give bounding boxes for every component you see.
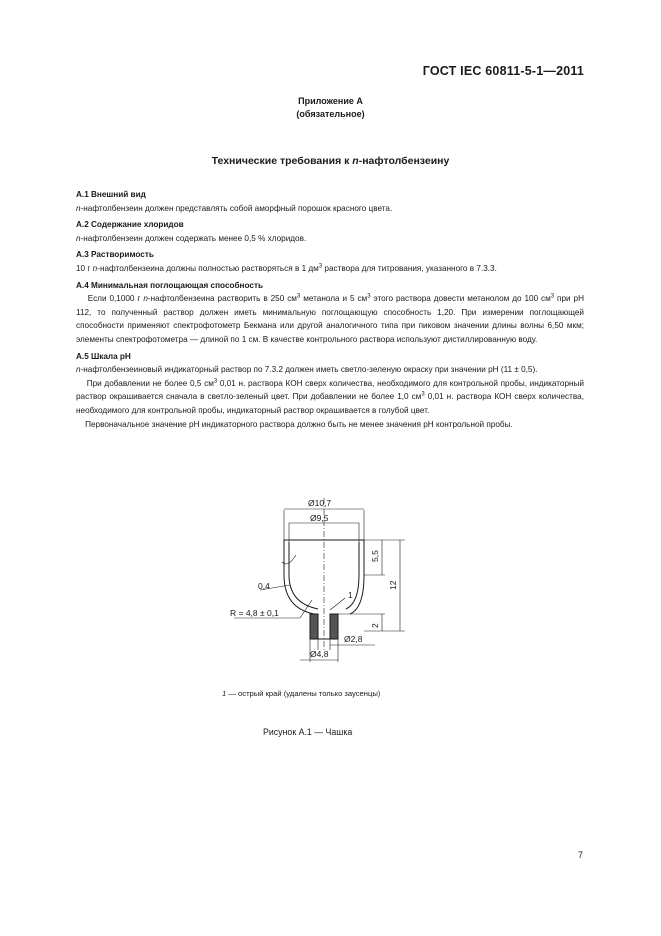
section-a1-body: -нафтолбензеин должен представлять собой аморфный порошок красного цвета.: [80, 203, 393, 213]
superscript: 3: [367, 293, 371, 300]
superscript: 3: [421, 391, 425, 398]
stem-right: [330, 614, 338, 639]
cup-drawing: [200, 490, 460, 670]
figure-caption: Рисунок А.1 — Чашка: [263, 727, 353, 737]
section-a2-text: [76, 232, 584, 246]
superscript: 3: [213, 377, 218, 384]
section-a5-heading: А.5 Шкала pH: [76, 351, 131, 361]
section-a3-pre: 10 г: [76, 263, 93, 273]
italic-n: n: [92, 263, 98, 273]
dim-stem-inner-label: Ø2,8: [344, 634, 363, 644]
italic-n: n: [76, 233, 81, 243]
section-a4-p1b: -нафтолбензеина растворить в 250 см: [147, 294, 297, 304]
section-a4-heading: А.4 Минимальная поглощающая способность: [76, 280, 263, 290]
figure-legend: [222, 689, 380, 698]
section-a4-p1e: при pH 112, то полученный раствор должен иметь минимальную поглощающую способность 1,20. При измерении поглощающей способности применяют спектрофотометр Бекмана или другой аналогичного типа при пиковом значении длины волны 6,50 мкм; элементы спектрофотометра — длиной по 1 см. В качестве контрольного раствора используют дистиллированную воду.: [76, 294, 585, 344]
cup-drawing-svg: [200, 490, 460, 670]
annex-heading: [0, 95, 661, 121]
dim-radius-label: R = 4,8 ± 0,1: [230, 608, 279, 618]
section-a5-p2c: 0,01 н. раствора КОН сверх количества, необходимого для контрольной пробы, индикаторный раствор окрашивается в голубой цвет.: [76, 392, 584, 415]
dim-stem-height-label: 2: [370, 623, 380, 628]
dim-outer-label: Ø10,7: [308, 498, 332, 508]
annex-label: Приложение А: [298, 96, 363, 106]
section-a4-p1d: этого раствора довести метанолом до 100 см: [370, 294, 551, 304]
section-a5-p1: [76, 363, 584, 377]
annex-title: [0, 155, 661, 167]
dim-depth-label: 5,5: [370, 550, 380, 562]
section-a3-post: раствора для титрования, указанного в 7.3.3.: [322, 263, 497, 273]
document-body: [76, 185, 584, 431]
superscript: 3: [296, 293, 301, 300]
italic-n: n: [143, 294, 148, 304]
superscript: 3: [318, 263, 323, 270]
callout-leader: [330, 598, 345, 610]
section-a3-mid: -нафтолбензеина должны полностью растворяться в 1 дм: [97, 263, 319, 273]
section-a2-heading: А.2 Содержание хлоридов: [76, 220, 184, 230]
dim-stem-outer-label: Ø4,8: [310, 649, 329, 659]
annex-title-prefix: Технические требования к: [211, 155, 353, 167]
annex-title-italic: n: [352, 155, 359, 167]
section-a5-p3-body: Первоначальное значение pH индикаторного раствора должно быть не менее значения pH контрольной пробы.: [85, 419, 513, 429]
section-a5-p1-body: -нафтолбензеиновый индикаторный раствор по 7.3.2 должен иметь светло-зеленую окраску при значении pH (11 ± 0,5).: [80, 365, 538, 375]
standard-header: ГОСТ IEC 60811-5-1—2011: [422, 64, 584, 78]
annex-title-suffix: -нафтолбензеину: [358, 155, 450, 167]
section-a2-body: -нафтолбензеин должен содержать менее 0,5 % хлоридов.: [80, 233, 307, 243]
section-a5-p3: [76, 418, 584, 432]
section-a1-heading: А.1 Внешний вид: [76, 190, 146, 199]
dim-height-label: 12: [388, 580, 398, 590]
section-a4-text: [76, 292, 584, 346]
callout-number: 1: [348, 590, 353, 600]
italic-n: n: [76, 203, 81, 213]
stem-left: [310, 614, 318, 639]
section-a4-p1: Если 0,1000 г: [87, 294, 144, 304]
dim-inner-label: Ø9,5: [310, 513, 329, 523]
italic-n: n: [76, 365, 81, 375]
section-a1-text: [76, 202, 584, 216]
legend-number: 1: [222, 689, 227, 698]
annex-type: (обязательное): [296, 109, 365, 119]
section-a4-p1c: метанола и 5 см: [300, 294, 368, 304]
dim-wall-label: 0,4: [258, 581, 270, 591]
section-a5-p2: [76, 377, 584, 418]
section-a3-text: [76, 262, 584, 276]
section-a5-p2a: При добавлении не более 0,5 см: [86, 378, 214, 388]
section-a5-p2b: 0,01 н. раствора КОН сверх количества, необходимого для контрольной пробы, индикаторный раствор окрашивается сначала в светло-зеленый цвет. При добавлении не более 1,0 см: [76, 378, 584, 402]
page-number: 7: [578, 850, 584, 860]
section-a3-heading: А.3 Растворимость: [76, 250, 154, 260]
superscript: 3: [550, 293, 555, 300]
legend-text: — острый край (удалены только заусенцы): [226, 689, 381, 698]
